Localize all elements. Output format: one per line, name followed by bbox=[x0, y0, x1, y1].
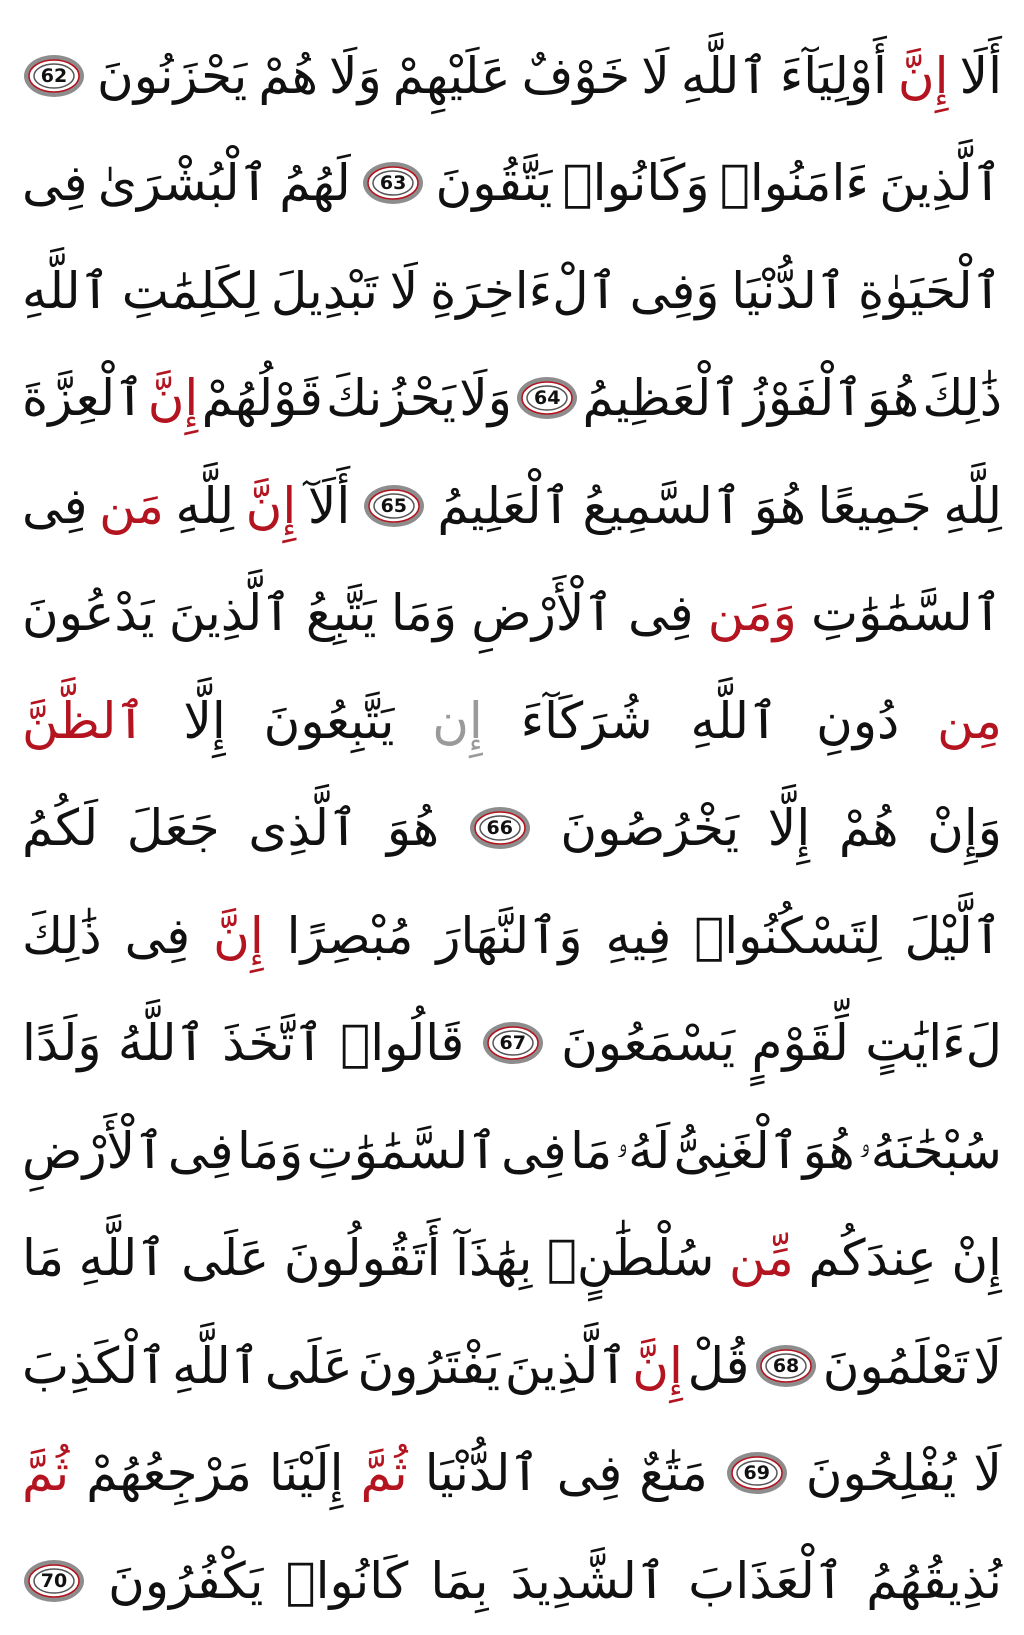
quran-word: قَالُوا۟ bbox=[340, 1014, 465, 1073]
ayah-number-marker bbox=[22, 53, 86, 99]
ayah-number-marker bbox=[22, 1558, 86, 1604]
quran-word: وَلَا bbox=[459, 369, 512, 428]
quran-word: يَحْزَنُونَ bbox=[97, 46, 248, 105]
quran-word: ٱلَّيْلَ bbox=[904, 906, 1002, 965]
quran-word: هُوَ bbox=[753, 476, 806, 535]
quran-word: شُرَكَآءَ bbox=[520, 691, 653, 750]
quran-word: ٱللَّهُ bbox=[117, 1014, 206, 1073]
quran-word: تَعْلَمُونَ bbox=[822, 1336, 969, 1395]
quran-word: إِلَّا bbox=[767, 799, 811, 858]
quran-word: جَمِيعًا bbox=[817, 476, 932, 535]
quran-word: وَمَا bbox=[236, 1121, 304, 1180]
quran-word: إِنَّ bbox=[245, 476, 297, 535]
quran-word: أَوْلِيَآءَ bbox=[779, 46, 887, 105]
quran-word: إِلَيْنَا bbox=[268, 1444, 344, 1503]
quran-word: بِهَٰذَآ bbox=[455, 1229, 533, 1288]
quran-word: يَفْتَرُونَ bbox=[357, 1336, 501, 1395]
ayah-number: 65 bbox=[380, 494, 408, 517]
quran-word: تَبْدِيلَ bbox=[270, 261, 378, 320]
text-line bbox=[22, 775, 1002, 883]
quran-word: لَهُمُ bbox=[279, 154, 351, 213]
quran-word: ٱلْءَاخِرَةِ bbox=[430, 261, 618, 320]
quran-word: يَدْعُونَ bbox=[22, 584, 155, 643]
ayah-number: 66 bbox=[486, 817, 513, 840]
quran-word: لِلَّهِ bbox=[175, 476, 235, 535]
text-line bbox=[22, 1097, 1002, 1205]
quran-word: عَلَى bbox=[181, 1229, 270, 1288]
quran-word: فِيهِ bbox=[605, 906, 672, 965]
quran-word: سُبْحَٰنَهُۥ bbox=[858, 1121, 1002, 1180]
quran-word: مِّن bbox=[729, 1229, 794, 1288]
quran-word: ٱلَّذِينَ bbox=[168, 584, 292, 643]
quran-word: لَا bbox=[389, 261, 419, 320]
text-line bbox=[22, 1205, 1002, 1313]
quran-word: ٱلَّذِينَ bbox=[504, 1336, 628, 1395]
quran-word: ٱللَّهِ bbox=[680, 46, 769, 105]
ayah-number-marker bbox=[361, 160, 425, 206]
quran-word: مُبْصِرًا bbox=[286, 906, 414, 965]
quran-word: ٱلسَّمَٰوَٰتِ bbox=[306, 1121, 498, 1180]
quran-word: يَتَّبِعُونَ bbox=[263, 691, 395, 750]
quran-word: يَسْمَعُونَ bbox=[561, 1014, 736, 1073]
quran-word: مَا bbox=[22, 1229, 65, 1288]
quran-word: ٱللَّهِ bbox=[78, 1229, 167, 1288]
quran-word: لَءَايَٰتٍ bbox=[865, 1014, 1002, 1073]
quran-word: إِنْ bbox=[951, 1229, 1002, 1288]
quran-word: يَتَّقُونَ bbox=[435, 154, 553, 213]
ayah-number: 70 bbox=[40, 1569, 68, 1592]
quran-word: ٱلْغَنِىُّ bbox=[673, 1121, 800, 1180]
quran-word: يَخْرُصُونَ bbox=[560, 799, 740, 858]
quran-word: ذَٰلِكَ bbox=[922, 369, 1002, 428]
quran-word: وَمَن bbox=[707, 584, 797, 643]
ayah-number: 67 bbox=[499, 1032, 526, 1055]
quran-word: لِّقَوْمٍ bbox=[751, 1014, 849, 1073]
quran-word: أَلَا bbox=[959, 46, 1002, 105]
ayah-number: 68 bbox=[772, 1354, 800, 1377]
quran-word: ٱلْعَذَابَ bbox=[688, 1551, 845, 1610]
quran-word: لَهُۥ bbox=[615, 1121, 671, 1180]
quran-word: فِى bbox=[501, 1121, 567, 1180]
text-line bbox=[22, 1312, 1002, 1420]
ayah-number-marker bbox=[362, 483, 426, 529]
quran-word: ٱلدُّنْيَا bbox=[731, 261, 847, 320]
quran-word: ثُمَّ bbox=[360, 1444, 408, 1503]
quran-word: وَإِنْ bbox=[927, 799, 1002, 858]
quran-word: فِى bbox=[556, 1444, 623, 1503]
quran-word: ٱلَّذِينَ bbox=[879, 154, 1002, 213]
text-line bbox=[22, 990, 1002, 1098]
quran-word: دُونِ bbox=[816, 691, 900, 750]
ayah-number-marker bbox=[468, 805, 532, 851]
quran-word: هُوَ bbox=[866, 369, 920, 428]
quran-word: ٱلظَّنَّ bbox=[22, 691, 146, 750]
quran-word: ءَامَنُوا۟ bbox=[719, 154, 869, 213]
quran-word: ٱلْفَوْزُ bbox=[743, 369, 864, 428]
text-line bbox=[22, 237, 1002, 345]
quran-word: يَكْفُرُونَ bbox=[108, 1551, 264, 1610]
quran-word: عِندَكُم bbox=[808, 1229, 937, 1288]
ayah-number: 63 bbox=[379, 172, 407, 195]
quran-word: إِن bbox=[432, 691, 483, 750]
quran-word: إِنَّ bbox=[213, 906, 264, 965]
quran-word: عَلَى bbox=[264, 1336, 353, 1395]
text-line bbox=[22, 882, 1002, 990]
text-line bbox=[22, 1527, 1002, 1635]
quran-word: لَا bbox=[973, 1336, 1002, 1395]
text-line bbox=[22, 22, 1002, 130]
quran-word: خَوْفٌ bbox=[521, 46, 631, 105]
quran-word: إِنَّ bbox=[147, 369, 199, 428]
ayah-number-marker bbox=[481, 1020, 545, 1066]
quran-word: ثُمَّ bbox=[22, 1444, 70, 1503]
quran-word: كَانُوا۟ bbox=[285, 1551, 409, 1610]
ayah-number-marker bbox=[725, 1450, 789, 1496]
quran-word: قَوْلُهُمْ bbox=[201, 369, 323, 428]
quran-word: وَمَا bbox=[390, 584, 457, 643]
quran-word: نُذِيقُهُمُ bbox=[866, 1551, 1002, 1610]
quran-word: هُوَ bbox=[386, 799, 440, 858]
quran-word: إِلَّا bbox=[183, 691, 226, 750]
quran-word: فِى bbox=[167, 1121, 234, 1180]
quran-word: لِلَّهِ bbox=[943, 476, 1002, 535]
text-line bbox=[22, 452, 1002, 560]
ayah-number: 62 bbox=[40, 64, 68, 87]
quran-word: ٱلَّذِى bbox=[248, 799, 359, 858]
quran-word: ٱللَّهِ bbox=[22, 261, 110, 320]
quran-word: وَلَا bbox=[329, 46, 382, 105]
quran-word: ذَٰلِكَ bbox=[22, 906, 102, 965]
text-line bbox=[22, 667, 1002, 775]
quran-word: مَن bbox=[99, 476, 164, 535]
quran-word: وَلَدًا bbox=[22, 1014, 102, 1073]
quran-word: ٱلشَّدِيدَ bbox=[510, 1551, 667, 1610]
quran-word: هُوَ bbox=[802, 1121, 855, 1180]
quran-word: مِن bbox=[937, 691, 1002, 750]
quran-word: جَعَلَ bbox=[126, 799, 220, 858]
quran-word: يُفْلِحُونَ bbox=[805, 1444, 957, 1503]
quran-word: ٱلْعِزَّةَ bbox=[22, 369, 145, 428]
ayah-number: 69 bbox=[743, 1462, 770, 1485]
quran-word: فِى bbox=[22, 476, 88, 535]
text-line bbox=[22, 560, 1002, 668]
ayah-number-marker bbox=[515, 375, 579, 421]
text-line bbox=[22, 1420, 1002, 1528]
quran-word: لِكَلِمَٰتِ bbox=[121, 261, 260, 320]
quran-word: قُلْ bbox=[687, 1336, 750, 1395]
quran-word: سُلْطَٰنٍۭ bbox=[546, 1229, 715, 1288]
quran-word: ٱلْبُشْرَىٰ bbox=[97, 154, 269, 213]
quran-word: ٱلْحَيَوٰةِ bbox=[858, 261, 1002, 320]
quran-word: بِمَا bbox=[430, 1551, 489, 1610]
quran-word: إِنَّ bbox=[632, 1336, 683, 1395]
quran-word: ٱلدُّنْيَا bbox=[424, 1444, 540, 1503]
quran-word: ٱلسَّمَٰوَٰتِ bbox=[811, 584, 1002, 643]
quran-word: إِنَّ bbox=[897, 46, 949, 105]
quran-word: لِتَسْكُنُوا۟ bbox=[694, 906, 882, 965]
quran-word: ٱتَّخَذَ bbox=[222, 1014, 324, 1073]
quran-word: هُمْ bbox=[258, 46, 318, 105]
quran-word: لَكُمُ bbox=[22, 799, 99, 858]
quran-word: وَٱلنَّهَارَ bbox=[436, 906, 583, 965]
quran-word: ٱللَّهِ bbox=[172, 1336, 261, 1395]
quran-word: أَتَقُولُونَ bbox=[283, 1229, 441, 1288]
ayah-number-marker bbox=[754, 1343, 818, 1389]
quran-word: مَرْجِعُهُمْ bbox=[86, 1444, 252, 1503]
quran-word: عَلَيْهِمْ bbox=[392, 46, 511, 105]
quran-word: ٱلسَّمِيعُ bbox=[582, 476, 743, 535]
quran-word: هُمْ bbox=[838, 799, 899, 858]
text-line bbox=[22, 345, 1002, 453]
quran-word: ٱلْعَلِيمُ bbox=[437, 476, 571, 535]
quran-word: ٱلْكَذِبَ bbox=[22, 1336, 168, 1395]
ayah-number: 64 bbox=[533, 387, 561, 410]
quran-word: فِى bbox=[124, 906, 191, 965]
quran-word: وَكَانُوا۟ bbox=[562, 154, 710, 213]
text-line bbox=[22, 130, 1002, 238]
quran-word: ٱلْأَرْضِ bbox=[22, 1121, 165, 1180]
quran-word: ٱللَّهِ bbox=[690, 691, 779, 750]
quran-word: أَلَآ bbox=[307, 476, 351, 535]
quran-word: وَفِى bbox=[629, 261, 720, 320]
quran-word: مَا bbox=[570, 1121, 613, 1180]
quran-word: فِى bbox=[22, 154, 88, 213]
quran-word: ٱلْعَظِيمُ bbox=[582, 369, 741, 428]
quran-word: مَتَٰعٌ bbox=[639, 1444, 708, 1503]
quran-word: يَتَّبِعُ bbox=[305, 584, 377, 643]
quran-word: لَا bbox=[641, 46, 670, 105]
quran-word: يَحْزُنكَ bbox=[326, 369, 456, 428]
quran-word: لَا bbox=[973, 1444, 1002, 1503]
quran-word: فِى bbox=[627, 584, 694, 643]
quran-word: ٱلْأَرْضِ bbox=[471, 584, 614, 643]
